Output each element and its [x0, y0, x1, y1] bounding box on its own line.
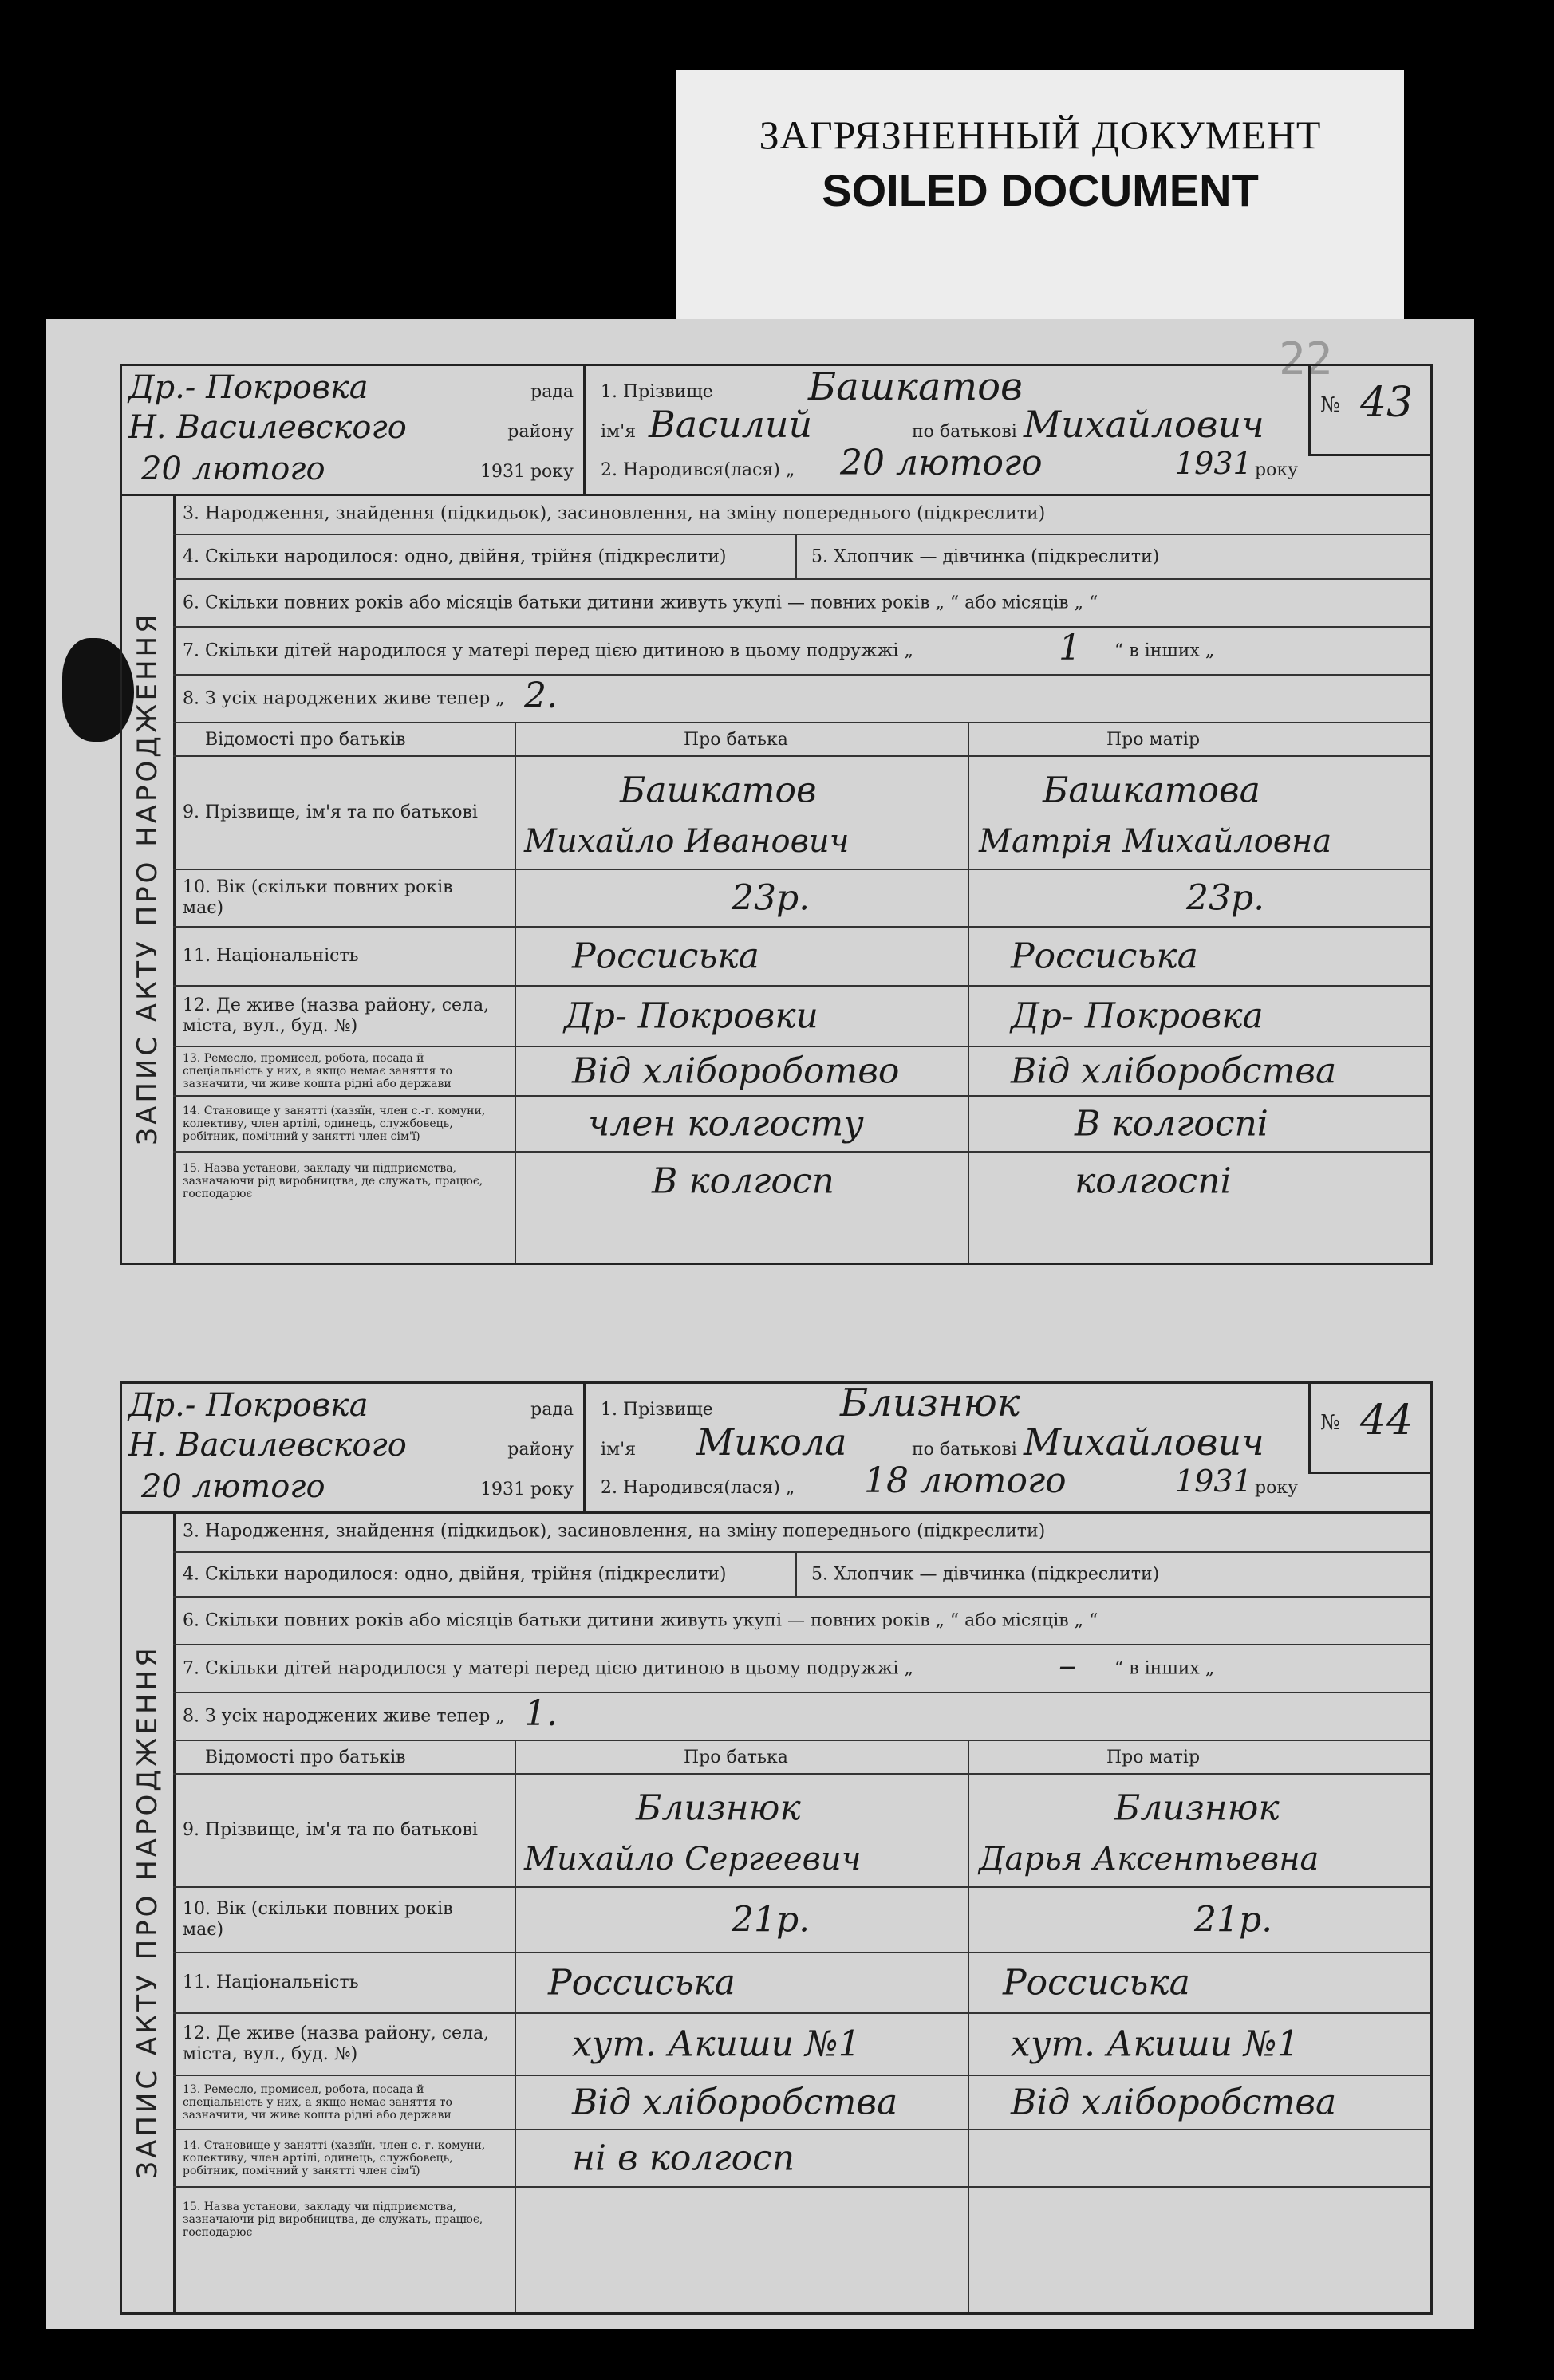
year-label: 1931 року — [479, 462, 574, 482]
row-12-residence — [173, 987, 1430, 1047]
r15-label: 15. Назва установи, закладу чи підприємства, зазначаючи рід виробництва, де служать, працює, господарює — [183, 1162, 483, 1200]
table-divider-2 — [968, 723, 969, 1263]
surname-label: 1. Прізвище — [601, 1400, 713, 1420]
father-nationality: Россиська — [548, 1962, 736, 2004]
side-title-column — [122, 1511, 176, 2312]
q7-text: 7. Скільки дітей народилося у матері перед цією дитиною в цьому подружжі „ — [183, 1658, 913, 1679]
row-q8 — [173, 1693, 1430, 1741]
parents-table-header — [173, 723, 1430, 757]
record-number-box — [1308, 1384, 1430, 1474]
name-value: Василий — [649, 403, 813, 446]
patronymic-label: по батькові — [912, 1440, 1017, 1460]
side-title: ЗАПИС АКТУ ПРО НАРОДЖЕННЯ — [132, 1645, 164, 2179]
row-14-position — [173, 2130, 1430, 2188]
record-number-box — [1308, 366, 1430, 456]
document-page — [46, 319, 1474, 2329]
record-header-left — [122, 366, 586, 494]
born-day: 20 лютого — [840, 443, 1043, 483]
row-13-occupation — [173, 1047, 1430, 1097]
record-number: 44 — [1360, 1397, 1414, 1444]
father-residence: хут. Акиши №1 — [572, 2023, 861, 2065]
father-occupation: Від хлібороботво — [572, 1050, 900, 1092]
col-father-header: Про батька — [684, 730, 788, 750]
record-number: 43 — [1360, 379, 1414, 427]
father-occupation: Від хліборобства — [572, 2082, 898, 2123]
registration-date: 20 лютого — [141, 451, 325, 487]
q4-text: 4. Скільки народилося: одно, двійня, трійня (підкреслити) — [183, 546, 727, 567]
r9-label: 9. Прізвище, ім'я та по батькові — [183, 802, 478, 822]
q7-other-text: “ в інших „ — [1114, 1658, 1215, 1679]
patronymic-value: Михайлович — [1024, 403, 1264, 446]
q6-text: 6. Скільки повних років або місяців батьки дитини живуть укупі — повних років „ “ або місяців „ “ — [183, 1610, 1098, 1631]
table-divider-1 — [515, 723, 516, 1263]
born-label: 2. Народився(лася) „ — [601, 1478, 795, 1498]
mother-nationality: Россиська — [1003, 1962, 1190, 2004]
q8-text: 8. З усіх народжених живе тепер „ — [183, 688, 505, 709]
mother-occupation: Від хліборобства — [1011, 1050, 1337, 1092]
row-q7 — [173, 1645, 1430, 1693]
year-label: 1931 року — [479, 1480, 574, 1499]
raion-value: Н. Василевского — [128, 1427, 407, 1464]
mother-name: Дарья Аксентьевна — [979, 1841, 1319, 1878]
father-residence: Др- Покровки — [564, 995, 818, 1037]
parents-table-header — [173, 1741, 1430, 1775]
record-header — [122, 366, 1430, 496]
father-surname: Близнюк — [636, 1787, 801, 1829]
row-9-names — [173, 1775, 1430, 1888]
table-divider-1 — [515, 1741, 516, 2312]
number-label: № — [1320, 1411, 1340, 1435]
raion-label: району — [507, 422, 574, 442]
mother-age: 23р. — [1186, 877, 1265, 919]
born-day: 18 лютого — [864, 1460, 1067, 1501]
surname-value: Близнюк — [840, 1381, 1020, 1425]
father-name: Михайло Иванович — [524, 823, 850, 861]
row-q6 — [173, 580, 1430, 628]
r12-label: 12. Де живе (назва району, села, міста, вул., буд. №) — [183, 2023, 490, 2064]
r15-label: 15. Назва установи, закладу чи підприємства, зазначаючи рід виробництва, де служать, працює, господарює — [183, 2201, 483, 2239]
children-before-value: – — [1059, 1645, 1076, 1686]
father-age: 21р. — [732, 1899, 811, 1941]
surname-value: Башкатов — [808, 364, 1023, 409]
living-value: 2. — [524, 676, 558, 716]
table-divider-2 — [968, 1741, 969, 2312]
q8-text: 8. З усіх народжених живе тепер „ — [183, 1706, 505, 1727]
mother-residence: Др- Покровка — [1011, 995, 1264, 1037]
r13-label: 13. Ремесло, промисел, робота, посада й спеціальність у них, а якщо немає заняття то зазначити, чи живе кошта рідні або держави — [183, 2083, 452, 2122]
q5-text: 5. Хлопчик — дівчинка (підкреслити) — [811, 546, 1160, 567]
mother-residence: хут. Акиши №1 — [1011, 2023, 1300, 2065]
row-11-nationality — [173, 1953, 1430, 2014]
rada-label: рада — [530, 382, 574, 402]
mother-position: В колгоспі — [1075, 1103, 1268, 1145]
q3-text: 3. Народження, знайдення (підкидьок), засиновлення, на зміну попереднього (підкреслити) — [183, 1521, 1046, 1542]
row-13-occupation — [173, 2076, 1430, 2130]
father-position: ні в колгосп — [572, 2138, 795, 2179]
folio-number: 22 — [1279, 333, 1333, 385]
mother-occupation: Від хліборобства — [1011, 2082, 1337, 2123]
r11-label: 11. Національність — [183, 946, 359, 966]
mother-institution: колгоспі — [1075, 1160, 1232, 1202]
surname-label: 1. Прізвище — [601, 382, 713, 402]
born-year: 1931 — [1175, 446, 1252, 481]
row-q6 — [173, 1598, 1430, 1645]
side-title: ЗАПИС АКТУ ПРО НАРОДЖЕННЯ — [132, 611, 164, 1145]
mother-nationality: Россиська — [1011, 936, 1198, 977]
r14-label: 14. Становище у занятті (хазяїн, член с.-г. комуни, колективу, член артілі, одинець, службовець, робітник, помічний у занятті член сім'ї) — [183, 1105, 486, 1143]
patronymic-value: Михайлович — [1024, 1421, 1264, 1464]
rada-value: Др.- Покровка — [128, 369, 369, 406]
name-value: Микола — [696, 1421, 847, 1464]
patronymic-label: по батькові — [912, 422, 1017, 442]
father-position: член колгосту — [588, 1103, 864, 1145]
name-label: ім'я — [601, 1440, 637, 1460]
born-label: 2. Народився(лася) „ — [601, 460, 795, 480]
row-10-age — [173, 870, 1430, 928]
record-header-left — [122, 1384, 586, 1511]
born-year: 1931 — [1175, 1464, 1252, 1499]
father-institution: В колгосп — [652, 1160, 834, 1202]
record-header — [122, 1381, 1430, 1514]
row-q7 — [173, 628, 1430, 676]
r10-label: 10. Вік (скільки повних років має) — [183, 877, 453, 918]
side-title-column — [122, 494, 176, 1263]
rok-label: року — [1255, 1478, 1299, 1498]
row-q3 — [173, 494, 1430, 535]
birth-record-43 — [120, 364, 1433, 1265]
r9-label: 9. Прізвище, ім'я та по батькові — [183, 1820, 478, 1840]
row-q8 — [173, 676, 1430, 723]
raion-value: Н. Василевского — [128, 409, 407, 446]
col-mother-header: Про матір — [1106, 1748, 1201, 1767]
col-info-header: Відомості про батьків — [205, 1748, 406, 1767]
q7-text: 7. Скільки дітей народилося у матері перед цією дитиною в цьому подружжі „ — [183, 640, 913, 661]
name-label: ім'я — [601, 422, 637, 442]
row-14-position — [173, 1097, 1430, 1153]
q3-text: 3. Народження, знайдення (підкидьок), засиновлення, на зміну попереднього (підкреслити) — [183, 503, 1046, 524]
mother-age: 21р. — [1194, 1899, 1273, 1941]
col-mother-header: Про матір — [1106, 730, 1201, 750]
row-15-institution — [173, 2188, 1430, 2307]
father-name: Михайло Сергеевич — [524, 1841, 862, 1878]
q4-q5-divider — [795, 535, 797, 578]
registration-date: 20 лютого — [141, 1468, 325, 1505]
father-nationality: Россиська — [572, 936, 759, 977]
r14-label: 14. Становище у занятті (хазяїн, член с.-г. комуни, колективу, член артілі, одинець, службовець, робітник, помічний у занятті член сім'ї) — [183, 2139, 486, 2177]
row-11-nationality — [173, 928, 1430, 987]
father-surname: Башкатов — [620, 770, 817, 811]
q4-text: 4. Скільки народилося: одно, двійня, трійня (підкреслити) — [183, 1564, 727, 1585]
birth-record-44 — [120, 1381, 1433, 2315]
mother-name: Матрія Михайловна — [979, 823, 1332, 861]
r10-label: 10. Вік (скільки повних років має) — [183, 1899, 453, 1940]
row-q4-q5 — [173, 535, 1430, 580]
children-before-value: 1 — [1059, 628, 1081, 668]
rada-value: Др.- Покровка — [128, 1387, 369, 1424]
q6-text: 6. Скільки повних років або місяців батьки дитини живуть укупі — повних років „ “ або місяців „ “ — [183, 593, 1098, 613]
raion-label: району — [507, 1440, 574, 1460]
rok-label: року — [1255, 460, 1299, 480]
col-info-header: Відомості про батьків — [205, 730, 406, 750]
r13-label: 13. Ремесло, промисел, робота, посада й спеціальність у них, а якщо немає заняття то зазначити, чи живе кошта рідні або держави — [183, 1052, 452, 1090]
label-english: SOILED DOCUMENT — [822, 165, 1259, 215]
living-value: 1. — [524, 1693, 558, 1734]
father-age: 23р. — [732, 877, 811, 919]
row-q3 — [173, 1511, 1430, 1553]
q4-q5-divider — [795, 1553, 797, 1596]
row-10-age — [173, 1888, 1430, 1953]
r12-label: 12. Де живе (назва району, села, міста, вул., буд. №) — [183, 995, 490, 1036]
row-15-institution — [173, 1153, 1430, 1210]
row-q4-q5 — [173, 1553, 1430, 1598]
rada-label: рада — [530, 1400, 574, 1420]
col-father-header: Про батька — [684, 1748, 788, 1767]
soiled-document-label — [676, 70, 1404, 333]
q7-other-text: “ в інших „ — [1114, 640, 1215, 661]
label-russian: ЗАГРЯЗНЕННЫЙ ДОКУМЕНТ — [759, 112, 1322, 157]
row-9-names — [173, 757, 1430, 870]
number-label: № — [1320, 393, 1340, 417]
mother-surname: Близнюк — [1114, 1787, 1280, 1829]
row-12-residence — [173, 2014, 1430, 2076]
r11-label: 11. Національність — [183, 1972, 359, 1992]
q5-text: 5. Хлопчик — дівчинка (підкреслити) — [811, 1564, 1160, 1585]
mother-surname: Башкатова — [1043, 770, 1260, 811]
